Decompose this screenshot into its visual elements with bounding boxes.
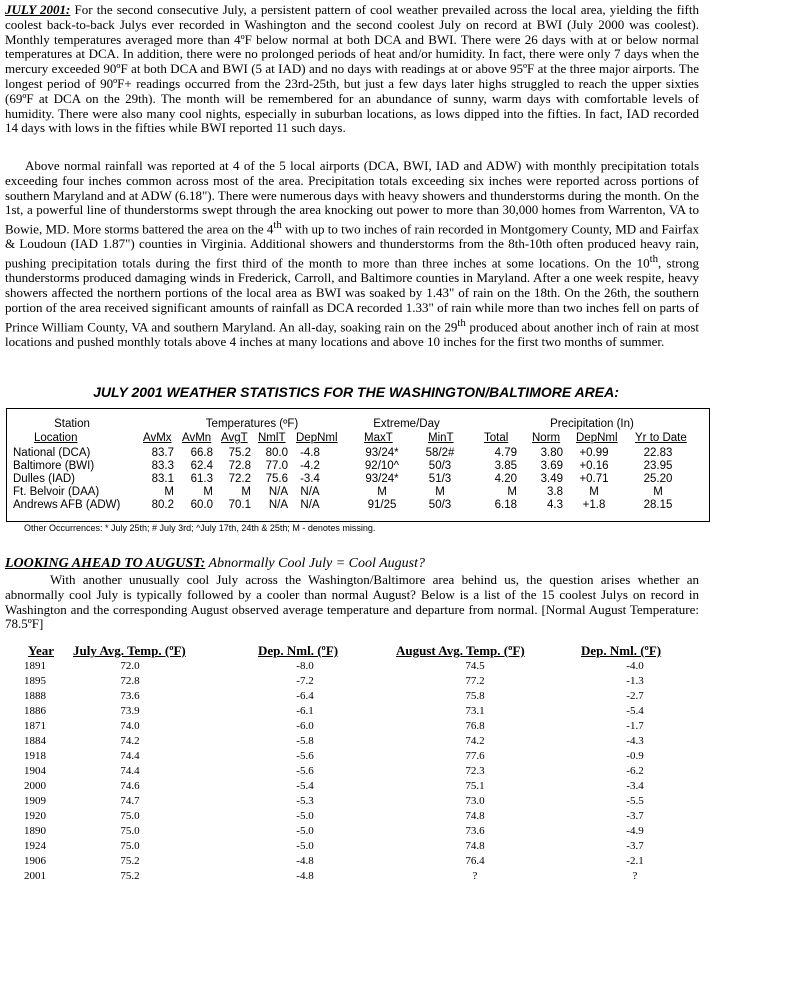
stats-cell-avmx: M — [164, 486, 174, 498]
stats-cell-maxt: 93/24* — [365, 473, 399, 485]
stats-cell-location: National (DCA) — [13, 447, 91, 459]
coolest-cell-july-dep: -7.2 — [296, 675, 314, 687]
coolest-cell-aug-dep: -3.4 — [626, 780, 644, 792]
coolest-cell-july-avg: 74.6 — [120, 780, 140, 792]
stats-cell-total: 3.85 — [494, 460, 517, 472]
stats-cell-avgt: 75.2 — [228, 447, 251, 459]
coolest-cell-aug-dep: -6.2 — [626, 765, 644, 777]
stats-cell-ytd: 25.20 — [643, 473, 673, 485]
coolest-cell-aug-avg: 74.8 — [465, 840, 485, 852]
august-heading-subtitle: Abnormally Cool July = Cool August? — [205, 556, 426, 571]
col-header-nmlt: NmlT — [258, 432, 286, 444]
coolest-cell-aug-avg: ? — [472, 870, 478, 882]
stats-cell-nmlt: 75.6 — [265, 473, 288, 485]
stats-cell-norm: 3.8 — [547, 486, 563, 498]
coolest-cell-year: 1920 — [24, 810, 46, 822]
coolest-cell-july-avg: 75.0 — [120, 810, 140, 822]
coolest-cell-july-avg: 73.9 — [120, 705, 140, 717]
coolest-cell-aug-avg: 74.5 — [465, 660, 485, 672]
col-header-avgt: AvgT — [221, 432, 248, 444]
stats-cell-nmlt: 77.0 — [265, 460, 288, 472]
coolest-header-july-avg: July Avg. Temp. (ºF) — [73, 643, 186, 658]
coolest-cell-july-avg: 72.8 — [120, 675, 140, 687]
stats-cell-norm: 3.69 — [540, 460, 563, 472]
stats-cell-avmx: 83.7 — [151, 447, 174, 459]
stats-cell-avgt: 72.8 — [228, 460, 251, 472]
col-header-avmn: AvMn — [182, 432, 212, 444]
stats-cell-ytd: 22.83 — [643, 447, 673, 459]
coolest-cell-july-avg: 74.7 — [120, 795, 140, 807]
coolest-cell-july-dep: -6.4 — [296, 690, 314, 702]
stats-cell-mint: M — [435, 486, 445, 498]
stats-footnote: Other Occurrences: * July 25th; # July 3rd; ^July 17th, 24th & 25th; M - denotes missing. — [24, 523, 376, 533]
coolest-cell-year: 1871 — [24, 720, 46, 732]
stats-cell-nmlt: 80.0 — [265, 447, 288, 459]
stats-cell-pdepnml: +1.8 — [582, 499, 606, 511]
coolest-cell-july-avg: 74.2 — [120, 735, 140, 747]
coolest-cell-aug-dep: -4.3 — [626, 735, 644, 747]
coolest-cell-july-dep: -5.8 — [296, 735, 314, 747]
stats-cell-total: 4.20 — [494, 473, 517, 485]
stats-cell-avmn: 62.4 — [190, 460, 213, 472]
coolest-header-july-dep: Dep. Nml. (ºF) — [258, 643, 339, 658]
stats-cell-avmn: 61.3 — [190, 473, 213, 485]
stats-table — [6, 408, 710, 522]
stats-cell-depnml: -3.4 — [300, 473, 320, 485]
rainfall-text-b: with up to two inches of rain recorded in Montgomery County, MD and Fairfax & Loudoun (IAD 1.87") counties in Virginia. Additional showers and thunderstorms from the 8th-10th often produced heavy rain, pushing precipitation totals during the first third of the month to more than three inches at some locations. On the 10 — [5, 221, 699, 271]
col-header-ytd: Yr to Date — [635, 432, 687, 444]
rainfall-sup-2: th — [649, 253, 659, 266]
coolest-cell-aug-dep: -5.5 — [626, 795, 644, 807]
rainfall-sup-3: th — [457, 316, 466, 329]
col-header-depnml: DepNml — [296, 432, 338, 444]
coolest-cell-july-avg: 75.0 — [120, 840, 140, 852]
coolest-cell-aug-dep: ? — [632, 870, 638, 882]
coolest-cell-year: 1890 — [24, 825, 46, 837]
stats-cell-avgt: 72.2 — [228, 473, 251, 485]
coolest-cell-year: 1891 — [24, 660, 46, 672]
coolest-cell-year: 1924 — [24, 840, 46, 852]
coolest-cell-july-dep: -5.3 — [296, 795, 314, 807]
rainfall-text-a: Above normal rainfall was reported at 4 of the 5 local airports (DCA, BWI, IAD and ADW) with monthly precipitation totals exceeding four inches common across most of the area. Precipitation totals exceeding six inches were reported across portions of southern Maryland and at ADW (6.18"). There were numerous days with heavy showers and thunderstorms during the month. On the 1st, a powerful line of thunderstorms swept through the area knocking out power to more than 30,000 homes from Warrenton, VA to Bowie, MD. More storms battered the area on the 4 — [5, 158, 699, 237]
col-header-norm: Norm — [532, 432, 561, 444]
stats-cell-mint: 51/3 — [428, 473, 452, 485]
coolest-cell-aug-avg: 76.4 — [465, 855, 485, 867]
stats-cell-location: Ft. Belvoir (DAA) — [13, 486, 100, 498]
stats-cell-avgt: 70.1 — [228, 499, 251, 511]
coolest-cell-year: 2001 — [24, 870, 46, 882]
coolest-cell-aug-avg: 74.2 — [465, 735, 485, 747]
coolest-cell-aug-dep: -4.0 — [626, 660, 644, 672]
coolest-cell-aug-dep: -2.1 — [626, 855, 644, 867]
rainfall-text-c: , strong thunderstorms produced damaging winds in Frederick, Carroll, and Baltimore counties in Maryland. After a one week respite, heavy showers affected the northern portions of the local area as BWI was soaked by 1.43" of rain on the 18th. On the 26th, the southern portion of the area received significant amounts of rainfall as DCA recorded 1.33" of rain while more than two inches fell on parts of Prince William County, VA and southern Maryland. An all-day, soaking rain on the 29 — [5, 255, 700, 334]
coolest-cell-july-dep: -5.6 — [296, 750, 314, 762]
coolest-cell-year: 1895 — [24, 675, 46, 687]
stats-cell-avmx: 83.3 — [151, 460, 174, 472]
coolest-cell-aug-avg: 73.1 — [465, 705, 485, 717]
col-header-avmx: AvMx — [143, 432, 172, 444]
coolest-cell-july-dep: -4.8 — [296, 870, 314, 882]
july-summary-paragraph — [5, 3, 699, 136]
stats-cell-depnml: N/A — [300, 486, 320, 498]
stats-cell-total: 4.79 — [494, 447, 517, 459]
stats-cell-norm: 3.49 — [540, 473, 563, 485]
stats-cell-depnml: -4.8 — [300, 447, 320, 459]
coolest-cell-july-avg: 74.0 — [120, 720, 140, 732]
stats-cell-norm: 3.80 — [540, 447, 563, 459]
stats-cell-pdepnml: M — [589, 486, 599, 498]
stats-cell-pdepnml: +0.16 — [579, 460, 609, 472]
coolest-header-aug-dep: Dep. Nml. (ºF) — [581, 643, 662, 658]
coolest-cell-year: 1906 — [24, 855, 46, 867]
stats-cell-depnml: N/A — [300, 499, 320, 511]
coolest-cell-july-dep: -5.0 — [296, 840, 314, 852]
coolest-cell-july-dep: -6.0 — [296, 720, 314, 732]
stats-cell-mint: 58/2# — [425, 447, 455, 459]
coolest-cell-aug-avg: 75.1 — [465, 780, 485, 792]
col-header-location: Location — [34, 432, 78, 444]
stats-title: JULY 2001 WEATHER STATISTICS FOR THE WASHINGTON/BALTIMORE AREA: — [93, 384, 619, 400]
stats-cell-ytd: 23.95 — [643, 460, 673, 472]
coolest-cell-aug-dep: -5.4 — [626, 705, 644, 717]
stats-cell-norm: 4.3 — [547, 499, 563, 511]
coolest-cell-aug-dep: -3.7 — [626, 840, 644, 852]
coolest-cell-year: 2000 — [24, 780, 46, 792]
coolest-header-aug-avg: August Avg. Temp. (ºF) — [396, 643, 525, 658]
coolest-cell-july-dep: -5.6 — [296, 765, 314, 777]
coolest-cell-year: 1886 — [24, 705, 46, 717]
rainfall-text-d: produced about another inch of rain at most locations and pushed monthly totals above 4 inches at many locations and above 10 inches for the first two months of summer. — [5, 318, 699, 349]
stats-cell-maxt: 92/10^ — [364, 460, 400, 472]
stats-cell-avmn: M — [203, 486, 213, 498]
stats-cell-pdepnml: +0.99 — [579, 447, 609, 459]
coolest-cell-aug-dep: -4.9 — [626, 825, 644, 837]
coolest-cell-july-dep: -6.1 — [296, 705, 314, 717]
stats-cell-avmx: 83.1 — [151, 473, 174, 485]
august-paragraph — [5, 573, 699, 632]
coolest-cell-year: 1888 — [24, 690, 46, 702]
stats-cell-avmx: 80.2 — [151, 499, 174, 511]
july-heading: JULY 2001: — [5, 2, 71, 17]
coolest-cell-year: 1918 — [24, 750, 46, 762]
stats-cell-ytd: 28.15 — [643, 499, 673, 511]
stats-cell-location: Baltimore (BWI) — [13, 460, 95, 472]
stats-cell-total: 6.18 — [494, 499, 517, 511]
stats-cell-avmn: 60.0 — [190, 499, 213, 511]
group-header-precip: Precipitation (In) — [550, 418, 634, 430]
coolest-cell-july-avg: 73.6 — [120, 690, 140, 702]
coolest-cell-july-avg: 72.0 — [120, 660, 140, 672]
august-paragraph-text: With another unusually cool July across the Washington/Baltimore area behind us, the question arises whether an abnormally cool July is typically followed by a cooler than normal August? Below is a list of the 15 coolest Julys on record in Washington and the corresponding August observed average temperature and departure from normal. [Normal August Temperature: 78.5ºF] — [5, 572, 699, 632]
coolest-cell-year: 1884 — [24, 735, 46, 747]
stats-cell-mint: 50/3 — [428, 460, 452, 472]
coolest-cell-aug-dep: -1.7 — [626, 720, 644, 732]
july-summary-text: For the second consecutive July, a persistent pattern of cool weather prevailed across the local area, yielding the fifth coolest back-to-back Julys ever recorded in Washington and the second coolest July on record at BWI (July 2000 was coolest). Monthly temperatures averaged more than 4ºF below normal at both DCA and BWI. There were 26 days with at or below normal temperatures at DCA. In addition, there were no prolonged periods of heat and/or humidity. In fact, there were only 7 days when the mercury exceeded 90ºF at both DCA and BWI (5 at IAD) and no days with readings at or above 95ºF at the three major airports. The longest period of 90ºF+ readings occurred from the 23rd-25th, but just a few days later highs struggled to reach the upper sixties (69ºF at DCA on the 29th). The month will be remembered for an abundance of sunny, warm days with comfortable levels of humidity. There were also many cool nights, especially in suburban locations, as lows dipped into the fifties. In fact, IAD recorded 14 days with lows in the fifties while BWI reported 11 such days. — [5, 2, 699, 136]
coolest-cell-aug-avg: 73.0 — [465, 795, 485, 807]
stats-cell-depnml: -4.2 — [300, 460, 320, 472]
coolest-cell-july-dep: -5.0 — [296, 825, 314, 837]
stats-cell-avgt: M — [241, 486, 251, 498]
coolest-cell-aug-avg: 77.6 — [465, 750, 485, 762]
coolest-cell-year: 1904 — [24, 765, 46, 777]
col-header-mint: MinT — [428, 432, 454, 444]
col-header-maxt: MaxT — [364, 432, 393, 444]
coolest-cell-july-avg: 74.4 — [120, 750, 140, 762]
group-header-extreme: Extreme/Day — [373, 418, 440, 430]
stats-cell-mint: 50/3 — [428, 499, 452, 511]
stats-cell-maxt: M — [377, 486, 387, 498]
stats-cell-maxt: 91/25 — [367, 499, 397, 511]
stats-cell-ytd: M — [653, 486, 663, 498]
group-header-station: Station — [54, 418, 90, 430]
rainfall-paragraph — [5, 159, 699, 350]
coolest-cell-july-avg: 74.4 — [120, 765, 140, 777]
col-header-precip-depnml: DepNml — [576, 432, 618, 444]
stats-cell-avmn: 66.8 — [190, 447, 213, 459]
stats-cell-location: Dulles (IAD) — [13, 473, 75, 485]
stats-cell-nmlt: N/A — [268, 499, 288, 511]
rainfall-sup-1: th — [273, 219, 282, 232]
col-header-total: Total — [484, 432, 509, 444]
coolest-cell-july-dep: -5.4 — [296, 780, 314, 792]
coolest-cell-july-dep: -4.8 — [296, 855, 314, 867]
stats-cell-pdepnml: +0.71 — [579, 473, 609, 485]
stats-cell-nmlt: N/A — [268, 486, 288, 498]
coolest-cell-july-avg: 75.2 — [120, 870, 140, 882]
coolest-cell-aug-dep: -1.3 — [626, 675, 644, 687]
stats-cell-location: Andrews AFB (ADW) — [13, 499, 121, 511]
august-heading-lead: LOOKING AHEAD TO AUGUST: — [5, 556, 206, 571]
coolest-cell-july-avg: 75.0 — [120, 825, 140, 837]
august-heading — [5, 556, 425, 572]
coolest-cell-aug-avg: 72.3 — [465, 765, 485, 777]
coolest-cell-july-avg: 75.2 — [120, 855, 140, 867]
coolest-cell-aug-avg: 74.8 — [465, 810, 485, 822]
stats-cell-maxt: 93/24* — [365, 447, 399, 459]
group-header-temperatures: Temperatures (ºF) — [205, 418, 299, 430]
stats-cell-total: M — [507, 486, 517, 498]
coolest-cell-aug-avg: 75.8 — [465, 690, 485, 702]
coolest-cell-aug-avg: 73.6 — [465, 825, 485, 837]
coolest-cell-aug-avg: 77.2 — [465, 675, 485, 687]
coolest-cell-aug-dep: -3.7 — [626, 810, 644, 822]
coolest-cell-year: 1909 — [24, 795, 46, 807]
coolest-cell-aug-avg: 76.8 — [465, 720, 485, 732]
coolest-cell-july-dep: -5.0 — [296, 810, 314, 822]
coolest-cell-aug-dep: -2.7 — [626, 690, 644, 702]
coolest-cell-july-dep: -8.0 — [296, 660, 314, 672]
coolest-cell-aug-dep: -0.9 — [626, 750, 644, 762]
coolest-header-year: Year — [28, 643, 54, 658]
